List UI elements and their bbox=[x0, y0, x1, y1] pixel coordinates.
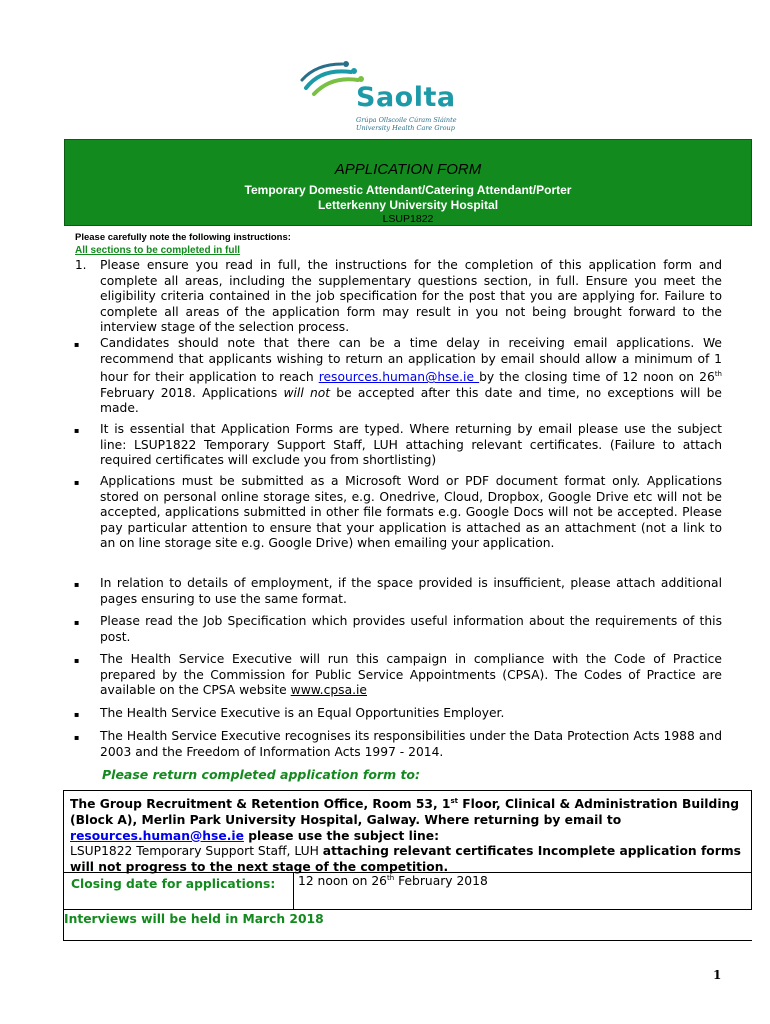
bullet-icon: ▪ bbox=[74, 426, 80, 435]
closing-date-label: Closing date for applications: bbox=[71, 877, 276, 891]
item-number: 1. bbox=[75, 258, 87, 272]
instruction-item-4: Applications must be submitted as a Microsoft Word or PDF document format only. Applications stored on personal online storage sites, e.g. Onedrive, Cloud, Dropbox, Google Drive etc will not be accepted, applications submitted in other file formats e.g. Google Docs will not be accepted. Please pay particular attention to ensure that your application is attached as an attachment (not a link to an on line storage site e.g. Google Drive) when emailing your application. bbox=[100, 474, 722, 551]
bullet-icon: ▪ bbox=[74, 580, 80, 589]
logo-subtitle-english: University Health Care Group bbox=[356, 124, 455, 132]
instruction-item-5: In relation to details of employment, if the space provided is insufficient, please attach additional pages ensuring to use the same format. bbox=[100, 576, 722, 606]
instructions-note: Please carefully note the following instructions: bbox=[75, 232, 291, 243]
bullet-icon: ▪ bbox=[74, 618, 80, 627]
instruction-item-8: The Health Service Executive is an Equal Opportunities Employer. bbox=[100, 706, 505, 720]
form-title: APPLICATION FORM bbox=[334, 161, 482, 178]
bullet-icon: ▪ bbox=[74, 478, 80, 487]
cpsa-link[interactable]: www.cpsa.ie bbox=[290, 683, 367, 698]
bullet-icon: ▪ bbox=[74, 340, 80, 349]
post-title: Temporary Domestic Attendant/Catering Attendant/Porter bbox=[244, 183, 572, 197]
email-link[interactable]: resources.human@hse.ie bbox=[70, 828, 244, 843]
return-address: The Group Recruitment & Retention Office, Room 53, 1st Floor, Clinical & Administration Building (Block A), Merlin Park University Hospital, Galway. Where returning by email to resources.human@hse.ie please use the subject line: LSUP1822 Temporary Support Staff, LUH attaching relevant certificates Incomplete application forms will not progress to the next stage of the competition. bbox=[70, 797, 741, 875]
saolta-logo bbox=[296, 58, 492, 138]
hospital-name: Letterkenny University Hospital bbox=[317, 198, 499, 212]
logo-wordmark: Saolta bbox=[356, 82, 456, 113]
bullet-icon: ▪ bbox=[74, 710, 80, 719]
instruction-item-2: Candidates should note that there can be a time delay in receiving email applications. We recommend that applicants wishing to return an application by email should allow a minimum of 1 hour for their application to reach resources.human@hse.ie by the closing time of 12 noon on 26th February 2018. Applications will not be accepted after this date and time, no exceptions will be made. bbox=[100, 336, 722, 416]
instruction-item-9: The Health Service Executive recognises its responsibilities under the Data Protection Acts 1988 and 2003 and the Freedom of Information Acts 1997 - 2014. bbox=[100, 729, 722, 759]
instruction-item-3: It is essential that Application Forms are typed. Where returning by email please use the subject line: LSUP1822 Temporary Support Staff, LUH attaching relevant certificates. (Failure to attach required certificates will exclude you from shortlisting) bbox=[100, 422, 722, 468]
instruction-item-6: Please read the Job Specification which provides useful information about the requirements of this post. bbox=[100, 614, 722, 644]
complete-all-sections: All sections to be completed in full bbox=[75, 245, 241, 256]
bullet-icon: ▪ bbox=[74, 733, 80, 742]
logo-subtitle-irish: Grúpa Ollscoile Cúram Sláinte bbox=[356, 116, 457, 124]
title-banner bbox=[64, 139, 752, 226]
instruction-item-7: The Health Service Executive will run this campaign in compliance with the Code of Practice prepared by the Commission for Public Service Appointments (CPSA). The Codes of Practice are available on the CPSA website www.cpsa.ie bbox=[100, 652, 722, 698]
closing-date-value: 12 noon on 26th February 2018 bbox=[298, 874, 488, 889]
return-address-table bbox=[63, 790, 752, 941]
return-heading: Please return completed application form to: bbox=[102, 767, 421, 782]
email-link[interactable]: resources.human@hse.ie bbox=[318, 370, 480, 385]
instruction-item-1: Please ensure you read in full, the instructions for the completion of this application form and complete all areas, including the supplementary questions section, in full. Ensure you meet the eligibility criteria contained in the job specification for the post that you are applying for. Failure to complete all areas of the application form may result in you not being brought forward to the interview stage of the selection process. bbox=[100, 258, 722, 335]
interviews-note: Interviews will be held in March 2018 bbox=[64, 912, 324, 926]
competition-code: LSUP1822 bbox=[382, 213, 434, 225]
bullet-icon: ▪ bbox=[74, 656, 80, 665]
page-number: 1 bbox=[713, 968, 722, 982]
